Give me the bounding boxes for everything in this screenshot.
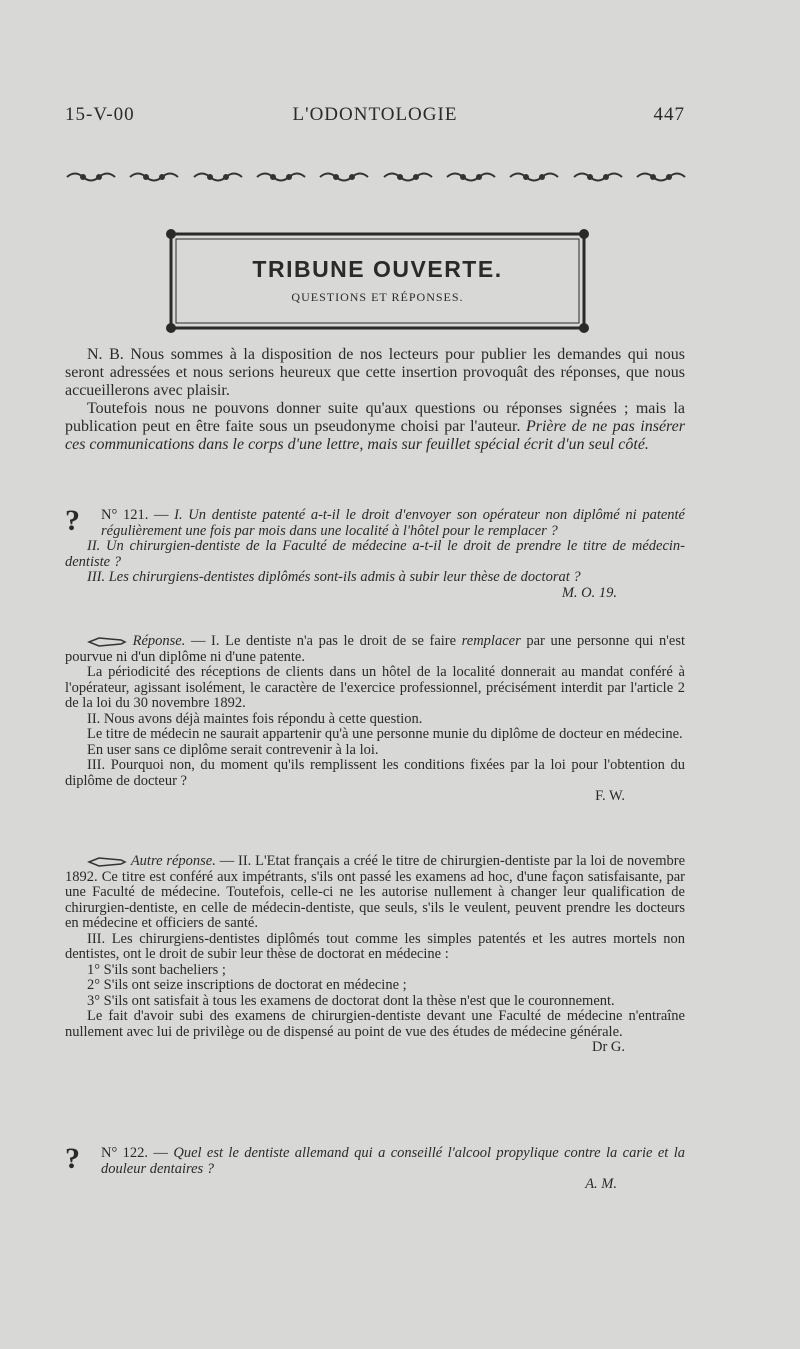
reply2-li1: 1° S'ils sont bacheliers ; xyxy=(87,961,226,978)
editorial-note xyxy=(65,346,685,454)
reply2-p1 xyxy=(65,854,685,932)
q121-number: N° 121. — xyxy=(101,507,175,523)
question-122 xyxy=(65,1142,685,1193)
reply1-p3: II. Nous avons déjà maintes fois répondu à cette question. xyxy=(87,710,423,727)
intro-paragraph-2 xyxy=(65,400,685,454)
q121-part1 xyxy=(65,504,685,539)
reply2-li3: 3° S'ils ont satisfait à tous les examens de doctorat dont la thèse n'est que le couronnement. xyxy=(87,992,615,1009)
ornament-icon xyxy=(128,168,180,186)
q121-part3: III. Les chirurgiens-dentistes diplômés sont-ils admis à subir leur thèse de doctorat ? xyxy=(87,569,581,585)
ornament-row xyxy=(65,168,687,188)
reply2-label: Autre réponse. xyxy=(130,853,216,869)
reply2-p2: III. Les chirurgiens-dentistes diplômés tout comme les simples patentés et les autres mortels non dentistes, ont le droit de subir leur thèse de doctorat en médecine : xyxy=(65,930,685,962)
ornament-icon xyxy=(318,168,370,186)
issue-date: 15-V-00 xyxy=(65,104,135,125)
reply-2 xyxy=(65,854,685,1056)
reply-1 xyxy=(65,634,685,805)
reply2-p3: Le fait d'avoir subi des examens de chirurgien-dentiste devant une Faculté de médecine n'entraîne nullement avec lui de privilège ou de dispensé au point de vue des études de médecine générale. xyxy=(65,1008,685,1040)
section-title: TRIBUNE OUVERTE. xyxy=(252,256,503,282)
reply1-intro-end: par une personne qui n'est pourvue ni d'un diplôme ni d'une patente. xyxy=(65,633,686,665)
pointing-hand-icon xyxy=(87,856,127,868)
intro-text: Toutefois nous ne pouvons donner suite qu'aux questions ou réponses signées ; mais la publication peut en être faite sous un pseudonyme choisi par l'auteur. xyxy=(65,400,685,435)
ornament-icon xyxy=(192,168,244,186)
ornament-icon xyxy=(508,168,560,186)
page-number: 447 xyxy=(653,104,685,125)
reply1-p5: En user sans ce diplôme serait contrevenir à la loi. xyxy=(87,741,379,758)
reply1-p4: Le titre de médecin ne saurait appartenir qu'à une personne munie du diplôme de docteur en médecine. xyxy=(87,726,683,742)
q121-signature: M. O. 19. xyxy=(561,584,617,601)
reply1-intro xyxy=(65,634,685,665)
reply2-text: — II. L'Etat français a créé le titre de chirurgien-dentiste par la loi de novembre 1892. Ce titre est conféré aux impétrants, s'ils ont passé les examens ad hoc, d'une façon satisfaisante, par une Faculté de médecine. Toutefois, celle-ci ne les autorise nullement à changer leur qualification de chirurgien-dentiste, en celle de médecin-dentiste, que seuls, s'ils le veulent, peuvent prendre les docteurs en médecine et officiers de santé. xyxy=(65,853,686,931)
reply1-p6: III. Pourquoi non, du moment qu'ils remplissent les conditions fixées par la loi pour l'obtention du diplôme de docteur ? xyxy=(65,757,685,789)
reply1-intro-text: — I. Le dentiste n'a pas le droit de se faire xyxy=(185,633,462,649)
ornament-icon xyxy=(382,168,434,186)
reply1-label: Réponse. xyxy=(132,633,186,649)
q121-part2: II. Un chirurgien-dentiste de la Faculté de médecine a-t-il le droit de prendre le titre de médecin-dentiste ? xyxy=(65,538,685,570)
ornament-icon xyxy=(635,168,687,186)
section-title-box xyxy=(165,228,590,334)
ornament-icon xyxy=(65,168,117,186)
reply2-signature: Dr G. xyxy=(591,1039,625,1055)
ornament-icon xyxy=(255,168,307,186)
question-121 xyxy=(65,504,685,601)
question-mark-icon: ? xyxy=(65,1142,80,1175)
intro-paragraph: N. B. Nous sommes à la disposition de nos lecteurs pour publier les demandes qui nous seront adressées et nous serions heureux que cette insertion provoquât des réponses, que nous accueillerons avec plaisir. xyxy=(65,346,685,399)
q122-question: Quel est le dentiste allemand qui a conseillé l'alcool propylique contre la carie et la douleur dentaires ? xyxy=(101,1145,685,1177)
ornament-icon xyxy=(572,168,624,186)
reply1-p2: La périodicité des réceptions de clients dans un hôtel de la localité donnerait au mandat conféré à l'opérateur, agissant isolément, le caractère de l'exercice professionnel, précisément interdit par l'article 2 de la loi du 30 novembre 1892. xyxy=(65,664,685,711)
section-subtitle: QUESTIONS ET RÉPONSES. xyxy=(291,290,464,304)
q121-text: I. Un dentiste patenté a-t-il le droit d'envoyer son opérateur non diplômé ni patenté régulièrement une fois par mois dans une localité à l'hôtel pour le remplacer ? xyxy=(101,507,685,539)
q122-number: N° 122. — xyxy=(101,1145,174,1161)
reply1-intro-italic: remplacer xyxy=(461,633,521,649)
journal-title: L'ODONTOLOGIE xyxy=(292,104,458,125)
reply2-li2: 2° S'ils ont seize inscriptions de doctorat en médecine ; xyxy=(87,977,407,993)
intro-italic: Prière de ne pas insérer ces communications dans le corps d'une lettre, mais sur feuillet spécial écrit d'un seul côté. xyxy=(65,418,686,453)
q122-signature: A. M. xyxy=(585,1176,617,1192)
pointing-hand-icon xyxy=(87,636,127,648)
q122-text xyxy=(65,1142,685,1177)
ornament-icon xyxy=(445,168,497,186)
question-mark-icon: ? xyxy=(65,504,80,537)
reply1-signature: F. W. xyxy=(595,788,625,804)
running-header xyxy=(65,104,685,134)
